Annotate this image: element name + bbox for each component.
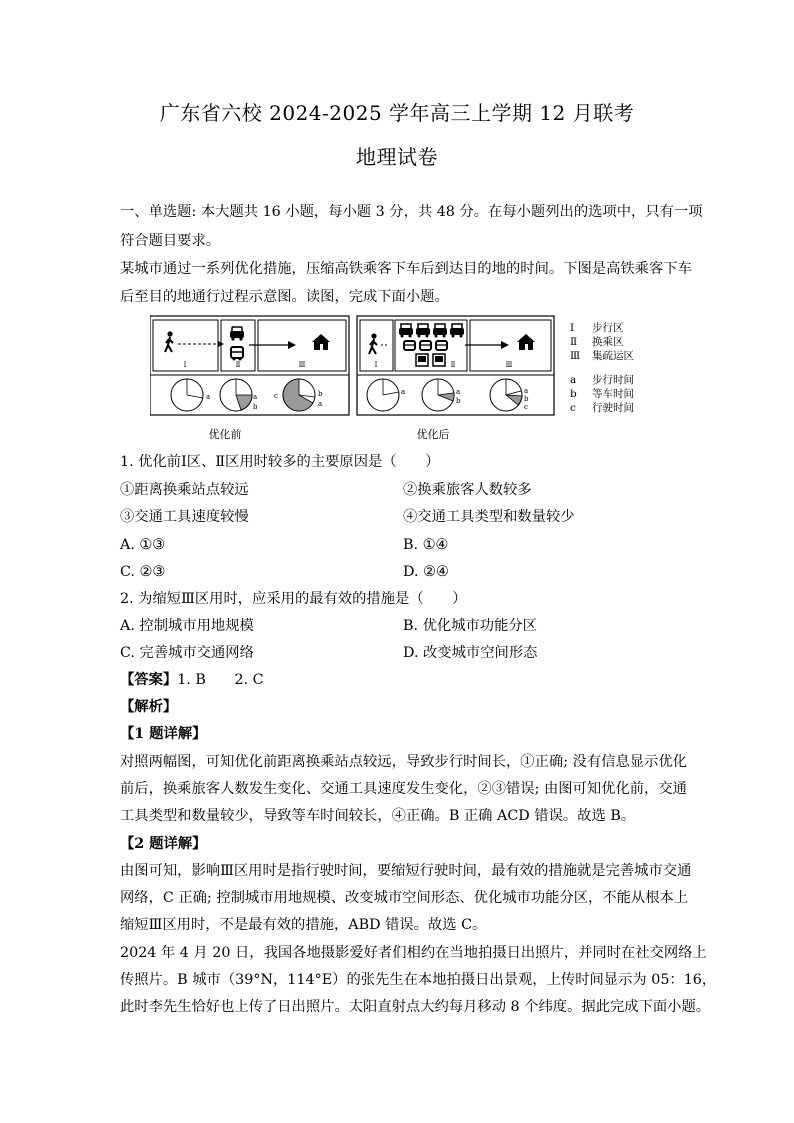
next-intro-line: 此时李先生恰好也上传了日出照片。太阳直射点大约每月移动 8 个纬度。据此完成下面小题。 xyxy=(120,999,711,1015)
svg-text:a: a xyxy=(401,388,406,396)
house-icon xyxy=(312,334,330,350)
train-icon xyxy=(433,354,445,366)
q2-option-c[interactable]: C. 完善城市交通网络 xyxy=(120,645,254,661)
svg-text:c: c xyxy=(524,403,528,411)
question-2-stem: 2. 为缩短Ⅲ区用时，应采用的最有效的措施是（ ） xyxy=(120,591,467,607)
transit-diagram xyxy=(150,314,650,444)
answer-label: 【答案】 xyxy=(120,672,178,688)
svg-text:b: b xyxy=(524,395,529,403)
q2-option-d[interactable]: D. 改变城市空间形态 xyxy=(403,645,538,661)
car-icon xyxy=(433,324,447,338)
q1-analysis-line: 对照两幅图，可知优化前距离换乘站点较远，导致步行时间长，①正确; 没有信息显示优化 xyxy=(120,754,687,770)
q1-option-c[interactable]: C. ②③ xyxy=(120,564,166,580)
q2-analysis-line: 由图可知，影响Ⅲ区用时是指行驶时间，要缩短行驶时间，最有效的措施就是完善城市交通 xyxy=(120,863,692,879)
caption-after: 优化后 xyxy=(416,428,450,441)
q1-option-d[interactable]: D. ②④ xyxy=(403,564,449,580)
pie-chart xyxy=(220,379,258,411)
intro-line2: 后至目的地通行过程示意图。读图，完成下面小题。 xyxy=(120,289,449,305)
bus-icon xyxy=(231,347,243,361)
zone-label: Ⅱ xyxy=(450,361,456,369)
caption-before: 优化前 xyxy=(208,428,242,441)
svg-text:Ⅰ: Ⅰ xyxy=(570,322,575,334)
car-icon xyxy=(450,324,464,338)
car-icon xyxy=(416,324,430,338)
pie-chart xyxy=(367,379,405,411)
svg-text:Ⅱ: Ⅱ xyxy=(570,336,578,348)
intro-line1: 某城市通过一系列优化措施，压缩高铁乘客下车后到达目的地的时间。下图是高铁乘客下车 xyxy=(120,261,692,277)
analysis-label: 【解析】 xyxy=(120,699,178,715)
car-icon xyxy=(230,327,244,341)
q2-option-b[interactable]: B. 优化城市功能分区 xyxy=(403,618,537,634)
pie-chart xyxy=(422,379,461,411)
car-icon xyxy=(399,324,413,338)
zone-label: Ⅱ xyxy=(235,361,241,369)
svg-text:a: a xyxy=(570,374,577,386)
train-icon xyxy=(416,354,428,366)
q1-option-b[interactable]: B. ①④ xyxy=(403,537,449,553)
svg-text:步行时间: 步行时间 xyxy=(592,374,634,386)
q1-statement-4: ④交通工具类型和数量较少 xyxy=(403,509,575,525)
svg-text:a: a xyxy=(456,388,461,396)
svg-text:集疏运区: 集疏运区 xyxy=(592,350,634,362)
svg-text:c: c xyxy=(274,392,278,400)
q1-analysis-title: 【1 题详解】 xyxy=(120,726,207,742)
pie-chart xyxy=(171,379,210,411)
q2-analysis-line: 网络，C 正确; 控制城市用地规模、改变城市空间形态、优化城市功能分区，不能从根本上 xyxy=(120,890,689,906)
zone-label: Ⅰ xyxy=(374,361,378,369)
zone-label: Ⅲ xyxy=(298,361,306,369)
q1-statement-2: ②换乘旅客人数较多 xyxy=(403,482,532,498)
after-panel xyxy=(357,316,554,415)
section-heading-line2: 符合题目要求。 xyxy=(120,233,221,249)
paper-title: 广东省六校 2024-2025 学年高三上学期 12 月联考 xyxy=(159,101,635,125)
svg-text:b: b xyxy=(456,397,461,405)
q2-analysis-title: 【2 题详解】 xyxy=(120,836,207,852)
q1-statement-3: ③交通工具速度较慢 xyxy=(120,509,249,525)
svg-text:b: b xyxy=(253,403,258,411)
q1-statement-1: ①距离换乘站点较远 xyxy=(120,482,249,498)
q1-analysis-line: 工具类型和数量较少，导致等车时间较长，④正确。B 正确 ACD 错误。故选 B。 xyxy=(120,808,636,824)
svg-text:步行区: 步行区 xyxy=(592,322,624,334)
svg-text:a: a xyxy=(206,393,211,401)
svg-text:a: a xyxy=(524,387,529,395)
svg-text:Ⅲ: Ⅲ xyxy=(570,350,581,362)
q2-analysis-line: 缩短Ⅲ区用时，不是最有效的措施，ABD 错误。故选 C。 xyxy=(120,917,487,933)
pie-chart xyxy=(490,379,529,411)
next-intro-line: 2024 年 4 月 20 日，我国各地摄影爱好者们相约在当地拍摄日出照片，并同时在社交网络上 xyxy=(120,945,707,961)
zone-label: Ⅰ xyxy=(183,361,187,369)
bus-icon xyxy=(436,341,447,350)
paper-subtitle: 地理试卷 xyxy=(356,145,438,169)
answer-line xyxy=(120,670,264,690)
house-icon xyxy=(517,334,535,350)
q1-option-a[interactable]: A. ①③ xyxy=(120,537,166,553)
next-intro-line: 传照片。B 城市（39°N，114°E）的张先生在本地拍摄日出景观，上传时间显示为 05：16， xyxy=(120,972,717,988)
person-icon xyxy=(165,331,173,352)
pie-chart xyxy=(274,379,323,411)
q2-option-a[interactable]: A. 控制城市用地规模 xyxy=(120,618,254,634)
section-heading-line1: 一、单选题: 本大题共 16 小题，每小题 3 分，共 48 分。在每小题列出的选项中，只有一项 xyxy=(120,204,703,220)
person-icon xyxy=(369,333,377,354)
bus-icon xyxy=(404,341,415,350)
answer-text: 1. B 2. C xyxy=(177,672,264,688)
svg-text:a: a xyxy=(318,400,323,408)
svg-text:a: a xyxy=(253,393,258,401)
question-1-stem: 1. 优化前Ⅰ区、Ⅱ区用时较多的主要原因是（ ） xyxy=(120,454,440,470)
svg-text:b: b xyxy=(318,390,323,398)
svg-text:等车时间: 等车时间 xyxy=(592,388,634,400)
bus-icon xyxy=(420,341,431,350)
before-panel xyxy=(150,316,349,415)
svg-text:b: b xyxy=(570,388,577,400)
q1-analysis-line: 前后，换乘旅客人数发生变化、交通工具速度发生变化，②③错误; 由图可知优化前，交通 xyxy=(120,781,687,797)
zone-label: Ⅲ xyxy=(505,361,513,369)
svg-text:c: c xyxy=(570,402,576,414)
svg-text:换乘区: 换乘区 xyxy=(592,336,624,348)
svg-text:行驶时间: 行驶时间 xyxy=(592,402,634,414)
legend xyxy=(570,321,634,414)
